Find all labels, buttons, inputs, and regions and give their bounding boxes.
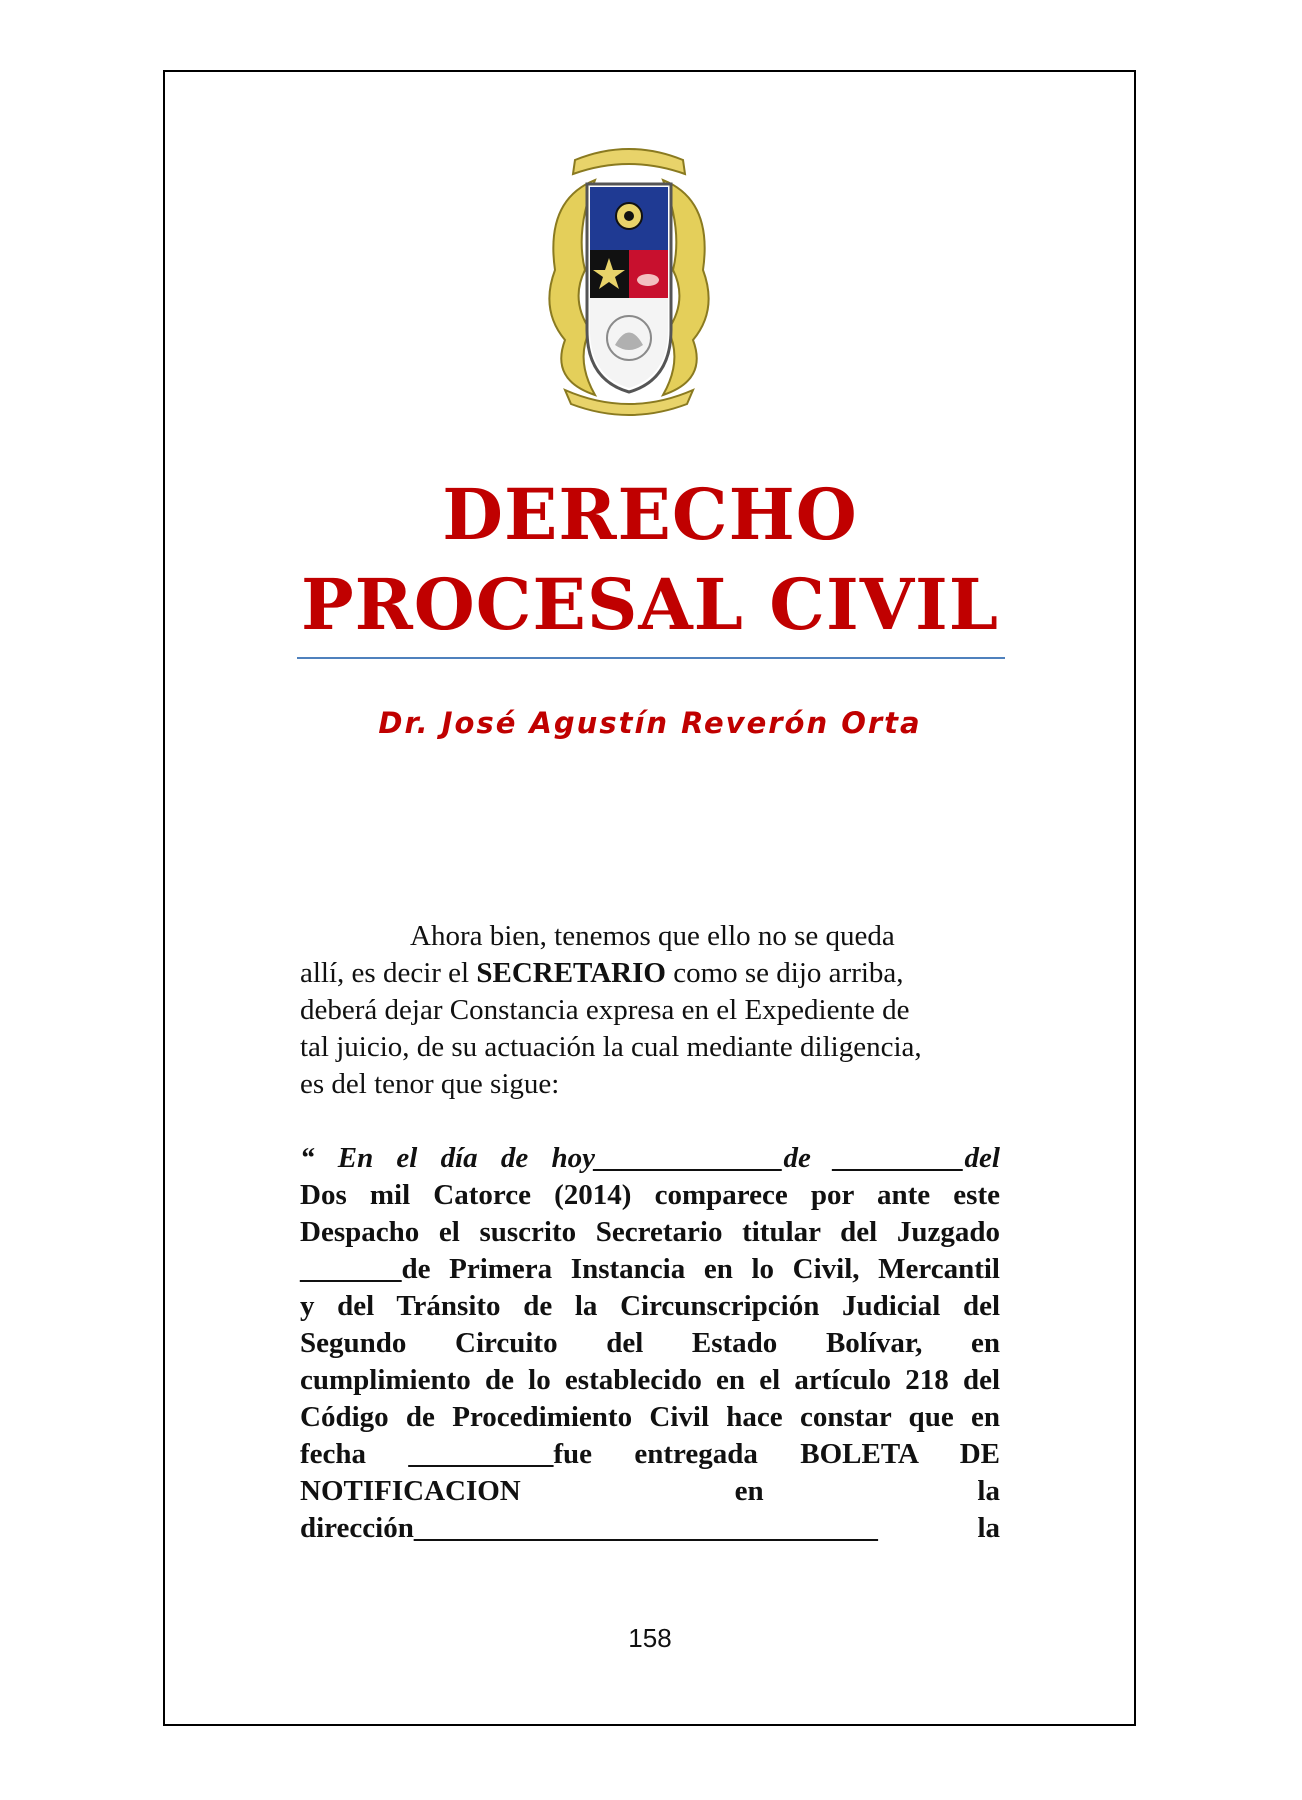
coat-of-arms-image: [535, 140, 723, 418]
paragraph-line: Ahora bien, tenemos que ello no se queda: [410, 920, 895, 952]
author-name: Dr. José Agustín Reverón Orta: [378, 706, 922, 740]
body-paragraph-1: [300, 918, 1000, 1103]
paragraph-line: tal juicio, de su actuación la cual mediante diligencia,: [300, 1031, 922, 1063]
book-title-line-2: PROCESAL CIVIL: [300, 563, 1000, 646]
paragraph-line: allí, es decir el SECRETARIO como se dijo arriba,: [300, 957, 904, 989]
quote-line: Segundo Circuito del Estado Bolívar, en: [300, 1327, 1000, 1359]
quote-line: Despacho el suscrito Secretario titular del Juzgado: [300, 1216, 1000, 1248]
page-number: 158: [628, 1623, 672, 1653]
body-paragraph-2-quote: [300, 1140, 1000, 1547]
quote-line: _______de Primera Instancia en lo Civil, Mercantil: [300, 1253, 1000, 1285]
quote-line: cumplimiento de lo establecido en el artículo 218 del: [300, 1364, 1000, 1396]
paragraph-line: deberá dejar Constancia expresa en el Expediente de: [300, 994, 910, 1026]
quote-line: “ En el día de hoy_____________de _________del: [300, 1142, 1000, 1174]
paragraph-line: es del tenor que sigue:: [300, 1068, 560, 1100]
quote-line: dirección________________________________ la: [300, 1512, 1000, 1544]
quote-line: y del Tránsito de la Circunscripción Judicial del: [300, 1290, 1000, 1322]
book-title-line-1: DERECHO: [442, 473, 858, 556]
quote-line: NOTIFICACION en la: [300, 1475, 1000, 1507]
quote-line: Código de Procedimiento Civil hace constar que en: [300, 1401, 1000, 1433]
quote-line: fecha __________fue entregada BOLETA DE: [300, 1438, 1000, 1470]
title-underline-divider: [297, 657, 1005, 659]
quote-line: Dos mil Catorce (2014) comparece por ante este: [300, 1179, 1000, 1211]
secretario-emphasis: SECRETARIO: [476, 957, 666, 989]
